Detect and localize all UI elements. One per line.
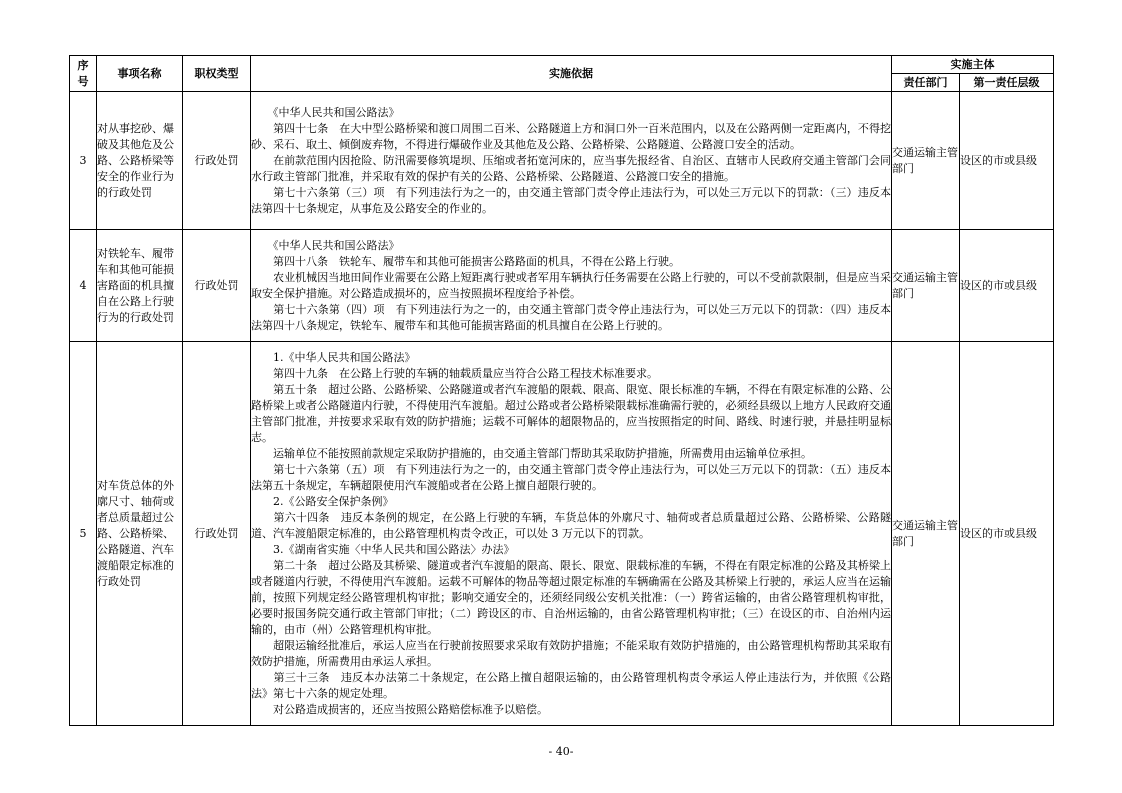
row-level: 设区的市或县级 xyxy=(960,92,1054,230)
header-basis: 实施依据 xyxy=(251,56,892,92)
row-type: 行政处罚 xyxy=(183,342,251,726)
row-name: 对车货总体的外廓尺寸、轴荷或者总质量超过公路、公路桥梁、公路隧道、汽车渡船限定标准的行政处罚 xyxy=(97,342,183,726)
header-level: 第一责任层级 xyxy=(960,74,1054,92)
basis-paragraph: 第四十七条 在大中型公路桥梁和渡口周围二百米、公路隧道上方和洞口外一百米范围内，以及在公路两侧一定距离内，不得挖砂、采石、取土、倾倒废弃物，不得进行爆破作业及其他危及公路、公路桥梁、公路隧道、公路渡口安全的活动。 xyxy=(251,121,891,151)
row-dept: 交通运输主管部门 xyxy=(892,92,960,230)
row-basis xyxy=(251,342,892,726)
basis-paragraph: 第五十条 超过公路、公路桥梁、公路隧道或者汽车渡船的限载、限高、限宽、限长标准的车辆，不得在有限定标准的公路、公路桥梁上或者公路隧道内行驶，不得使用汽车渡船。超过公路或者公路桥梁限载标准确需行驶的，必须经县级以上地方人民政府交通主管部门批准，并按要求采取有效的防护措施；运载不可解体的超限物品的，应当按照指定的时间、路线、时速行驶，并悬挂明显标志。 xyxy=(251,382,891,444)
row-level: 设区的市或县级 xyxy=(960,342,1054,726)
basis-paragraph: 第六十四条 违反本条例的规定，在公路上行驶的车辆，车货总体的外廓尺寸、轴荷或者总质量超过公路、公路桥梁、公路隧道、汽车渡船限定标准的，由公路管理机构责令改正，可以处 3 万元以下的罚款。 xyxy=(251,510,891,540)
row-dept: 交通运输主管部门 xyxy=(892,230,960,342)
page-number: - 40- xyxy=(548,745,574,758)
basis-paragraph: 《中华人民共和国公路法》 xyxy=(251,105,400,119)
row-name: 对铁轮车、履带车和其他可能损害路面的机具擅自在公路上行驶行为的行政处罚 xyxy=(97,230,183,342)
table-row xyxy=(70,342,1054,726)
basis-paragraph: 第七十六条第（四）项 有下列违法行为之一的，由交通主管部门责令停止违法行为，可以处三万元以下的罚款：（四）违反本法第四十八条规定，铁轮车、履带车和其他可能损害路面的机具擅自在公路上行驶的。 xyxy=(251,302,891,332)
basis-paragraph: 第七十六条第（三）项 有下列违法行为之一的，由交通主管部门责令停止违法行为，可以处三万元以下的罚款：（三）违反本法第四十七条规定，从事危及公路安全的作业的。 xyxy=(251,185,891,215)
basis-paragraph: 3.《湖南省实施〈中华人民共和国公路法〉办法》 xyxy=(251,542,515,556)
header-seq: 序 号 xyxy=(70,56,97,92)
header-row xyxy=(70,56,1054,74)
header-type: 职权类型 xyxy=(183,56,251,92)
row-seq: 5 xyxy=(70,342,97,726)
basis-paragraph: 2.《公路安全保护条例》 xyxy=(251,494,394,508)
basis-paragraph: 第三十三条 违反本办法第二十条规定，在公路上擅自超限运输的，由公路管理机构责令承运人停止违法行为，并依照《公路法》第七十六条的规定处理。 xyxy=(251,670,891,700)
row-type: 行政处罚 xyxy=(183,92,251,230)
basis-paragraph: 第四十九条 在公路上行驶的车辆的轴载质量应当符合公路工程技术标准要求。 xyxy=(251,366,658,380)
basis-paragraph: 在前款范围内因抢险、防汛需要修筑堤坝、压缩或者拓宽河床的，应当事先报经省、自治区、直辖市人民政府交通主管部门会同水行政主管部门批准，并采取有效的保护有关的公路、公路桥梁、公路隧道、公路渡口安全的措施。 xyxy=(251,153,891,183)
basis-paragraph: 1.《中华人民共和国公路法》 xyxy=(251,350,416,364)
row-seq: 4 xyxy=(70,230,97,342)
table-row xyxy=(70,230,1054,342)
basis-paragraph: 超限运输经批准后，承运人应当在行驶前按照要求采取有效防护措施；不能采取有效防护措施的，由公路管理机构帮助其采取有效防护措施，所需费用由承运人承担。 xyxy=(251,638,891,668)
header-name: 事项名称 xyxy=(97,56,183,92)
row-level: 设区的市或县级 xyxy=(960,230,1054,342)
row-name: 对从事挖砂、爆破及其他危及公路、公路桥梁等安全的作业行为的行政处罚 xyxy=(97,92,183,230)
basis-paragraph: 第四十八条 铁轮车、履带车和其他可能损害公路路面的机具，不得在公路上行驶。 xyxy=(251,254,680,268)
row-basis xyxy=(251,92,892,230)
basis-paragraph: 农业机械因当地田间作业需要在公路上短距离行驶或者军用车辆执行任务需要在公路上行驶的，可以不受前款限制，但是应当采取安全保护措施。对公路造成损坏的，应当按照损坏程度给予补偿。 xyxy=(251,270,891,300)
authority-table xyxy=(69,55,1054,726)
header-dept: 责任部门 xyxy=(892,74,960,92)
basis-paragraph: 对公路造成损害的，还应当按照公路赔偿标准予以赔偿。 xyxy=(251,702,548,716)
basis-paragraph: 第七十六条第（五）项 有下列违法行为之一的，由交通主管部门责令停止违法行为，可以处三万元以下的罚款：（五）违反本法第五十条规定，车辆超限使用汽车渡船或者在公路上擅自超限行驶的。 xyxy=(251,462,891,492)
basis-paragraph: 运输单位不能按照前款规定采取防护措施的，由交通主管部门帮助其采取防护措施，所需费用由运输单位承担。 xyxy=(251,446,812,460)
row-type: 行政处罚 xyxy=(183,230,251,342)
row-seq: 3 xyxy=(70,92,97,230)
basis-paragraph: 《中华人民共和国公路法》 xyxy=(251,238,400,252)
header-subject: 实施主体 xyxy=(892,56,1054,74)
row-dept: 交通运输主管部门 xyxy=(892,342,960,726)
row-basis xyxy=(251,230,892,342)
table-row xyxy=(70,92,1054,230)
basis-paragraph: 第二十条 超过公路及其桥梁、隧道或者汽车渡船的限高、限长、限宽、限载标准的车辆，不得在有限定标准的公路及其桥梁上或者隧道内行驶，不得使用汽车渡船。运载不可解体的物品等超过限定标准的车辆确需在公路及其桥梁上行驶的，承运人应当在运输前，按照下列规定经公路管理机构审批；影响交通安全的，还须经同级公安机关批准：（一）跨省运输的，由省公路管理机构审批，必要时报国务院交通行政主管部门审批；（二）跨设区的市、自治州运输的，由省公路管理机构审批；（三）在设区的市、自治州内运输的，由市（州）公路管理机构审批。 xyxy=(251,558,891,636)
